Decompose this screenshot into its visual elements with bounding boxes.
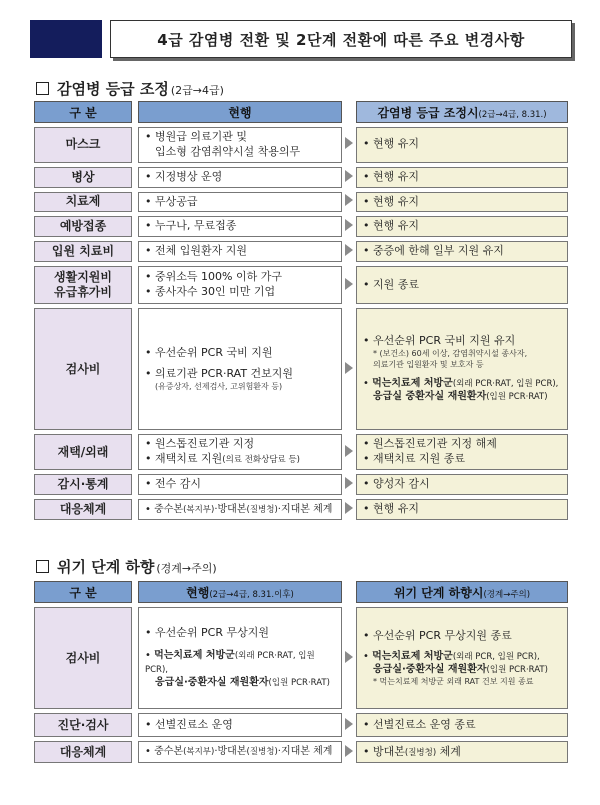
list-item: • 우선순위 PCR 국비 지원 유지 [363, 334, 516, 348]
list-item: 응급실 중환자실 재원환자(입원 PCR·RAT) [373, 391, 548, 403]
row-current: • 지정병상 운영 [138, 167, 342, 188]
row-category: 검사비 [34, 607, 132, 709]
header-change [356, 581, 568, 603]
list-item: • 재택치료 지원(의료 전화상담료 등) [145, 452, 300, 466]
arrow-right-icon [345, 445, 353, 457]
row-change [356, 308, 568, 430]
table-row [34, 713, 568, 737]
arrow-right-icon [345, 477, 353, 489]
section2-table [34, 577, 568, 767]
row-change: • 현행 유지 [356, 216, 568, 237]
row-category: 치료제 [34, 192, 132, 213]
section1-header-row [34, 101, 568, 123]
arrow-right-icon [345, 745, 353, 757]
checkbox-square-icon [36, 82, 49, 95]
list-item: • 먹는치료제 처방군(외래 PCR·RAT, 입원 PCR), [363, 377, 559, 389]
header-category: 구 분 [34, 581, 132, 603]
list-item: • 재택치료 지원 종료 [363, 452, 466, 466]
section2-heading [36, 556, 217, 577]
table-row [34, 216, 568, 237]
row-category: 감시·통계 [34, 474, 132, 495]
table-row [34, 741, 568, 763]
section1-table [34, 97, 568, 524]
row-change [356, 434, 568, 470]
arrow-right-icon [345, 651, 353, 663]
table-row [34, 607, 568, 709]
list-item: • 중위소득 100% 이하 가구 [145, 270, 282, 284]
table-row [34, 266, 568, 304]
page-title: 4급 감염병 전환 및 2단계 전환에 따른 주요 변경사항 [110, 20, 572, 58]
row-current [138, 607, 342, 709]
header-change-sub: (경계→주의) [483, 589, 531, 600]
row-current [138, 266, 342, 304]
checkbox-square-icon [36, 560, 49, 573]
table-row [34, 474, 568, 495]
row-category: 진단·검사 [34, 713, 132, 737]
table-row [34, 308, 568, 430]
row-change: • 중증에 한해 일부 지원 유지 [356, 241, 568, 262]
row-category: 예방접종 [34, 216, 132, 237]
row-current [138, 434, 342, 470]
section2-header-row [34, 581, 568, 603]
arrow-right-icon [345, 244, 353, 256]
row-category: 병상 [34, 167, 132, 188]
list-item: • 우선순위 PCR 무상지원 종료 [363, 628, 512, 642]
title-accent-block [30, 20, 102, 58]
list-item: • 병원급 의료기관 및 [145, 130, 248, 143]
category-line: 생활지원비 [54, 270, 112, 285]
row-category: 마스크 [34, 127, 132, 163]
row-change: • 양성자 감시 [356, 474, 568, 495]
header-current-sub: (2급→4급, 8.31.이후) [209, 589, 294, 600]
header-change-label: 감염병 등급 조정시 [377, 105, 479, 120]
header-current: 현행 [138, 101, 342, 123]
header-current [138, 581, 342, 603]
header-current-label: 현행 [186, 585, 210, 600]
title-banner [30, 20, 570, 58]
row-category [34, 266, 132, 304]
table-row [34, 167, 568, 188]
row-change [356, 607, 568, 709]
row-category: 재택/외래 [34, 434, 132, 470]
row-change: • 지원 종료 [356, 266, 568, 304]
table-row [34, 192, 568, 213]
row-current: • 무상공급 [138, 192, 342, 213]
row-current: • 중수본(복지부)·방대본(질병청)·지대본 체계 [138, 741, 342, 763]
row-category: 검사비 [34, 308, 132, 430]
row-current [138, 308, 342, 430]
row-current: • 중수본(복지부)·방대본(질병청)·지대본 체계 [138, 499, 342, 520]
arrow-right-icon [345, 137, 353, 149]
row-change: • 선별진료소 운영 종료 [356, 713, 568, 737]
list-item: 응급실·중환자실 재원환자(입원 PCR·RAT) [155, 677, 330, 689]
header-change [356, 101, 568, 123]
arrow-right-icon [345, 194, 353, 206]
section1-title: 감염병 등급 조정 [57, 80, 169, 98]
header-change-sub: (2급→4급, 8.31.) [478, 109, 547, 120]
section2-title: 위기 단계 하향 [57, 558, 155, 576]
row-change: • 현행 유지 [356, 499, 568, 520]
arrow-right-icon [345, 219, 353, 231]
category-line: 유급휴가비 [54, 285, 112, 300]
arrow-right-icon [345, 362, 353, 374]
note: * 먹는치료제 처방군 외래 RAT 건보 지원 종료 [373, 676, 534, 686]
section1-heading [36, 78, 224, 99]
row-current: • 누구나, 무료접종 [138, 216, 342, 237]
arrow-right-icon [345, 718, 353, 730]
row-change: • 현행 유지 [356, 167, 568, 188]
list-item: • 우선순위 PCR 국비 지원 [145, 345, 273, 359]
list-item: • 먹는치료제 처방군(외래 PCR·RAT, 입원 PCR), [145, 650, 315, 675]
table-row [34, 499, 568, 520]
table-row [34, 127, 568, 163]
arrow-right-icon [345, 502, 353, 514]
list-item: • 의료기관 PCR·RAT 건보지원 [145, 366, 294, 380]
row-change: • 현행 유지 [356, 127, 568, 163]
note: * (보건소) 60세 이상, 감염취약시설 종사자, [373, 349, 528, 359]
row-category: 대응체계 [34, 741, 132, 763]
section2-subtitle: (경계→주의) [156, 562, 217, 575]
row-current [138, 127, 342, 163]
section1-subtitle: (2급→4급) [170, 84, 224, 97]
note: (유증상자, 선제검사, 고위험환자 등) [155, 381, 283, 391]
list-item: • 먹는치료제 처방군(외래 PCR, 입원 PCR), [363, 650, 540, 662]
table-row [34, 434, 568, 470]
list-item: • 원스톱진료기관 지정 [145, 437, 255, 451]
arrow-right-icon [345, 170, 353, 182]
row-category: 대응체계 [34, 499, 132, 520]
list-item: 응급실·중환자실 재원환자(입원 PCR·RAT) [373, 664, 548, 676]
list-item: • 우선순위 PCR 무상지원 [145, 626, 269, 640]
table-row [34, 241, 568, 262]
note: 의료기관 입원환자 및 보호자 등 [373, 359, 484, 369]
row-change: • 방대본(질병청) 체계 [356, 741, 568, 763]
row-current: • 선별진료소 운영 [138, 713, 342, 737]
list-item: 입소형 감염취약시설 착용의무 [155, 144, 301, 158]
list-item: • 원스톱진료기관 지정 해제 [363, 437, 497, 451]
row-change: • 현행 유지 [356, 192, 568, 213]
header-category: 구 분 [34, 101, 132, 123]
header-change-label: 위기 단계 하향시 [393, 585, 484, 600]
row-current: • 전수 감시 [138, 474, 342, 495]
row-category: 입원 치료비 [34, 241, 132, 262]
row-current: • 전체 입원환자 지원 [138, 241, 342, 262]
list-item: • 종사자수 30인 미만 기업 [145, 285, 276, 299]
arrow-right-icon [345, 278, 353, 290]
